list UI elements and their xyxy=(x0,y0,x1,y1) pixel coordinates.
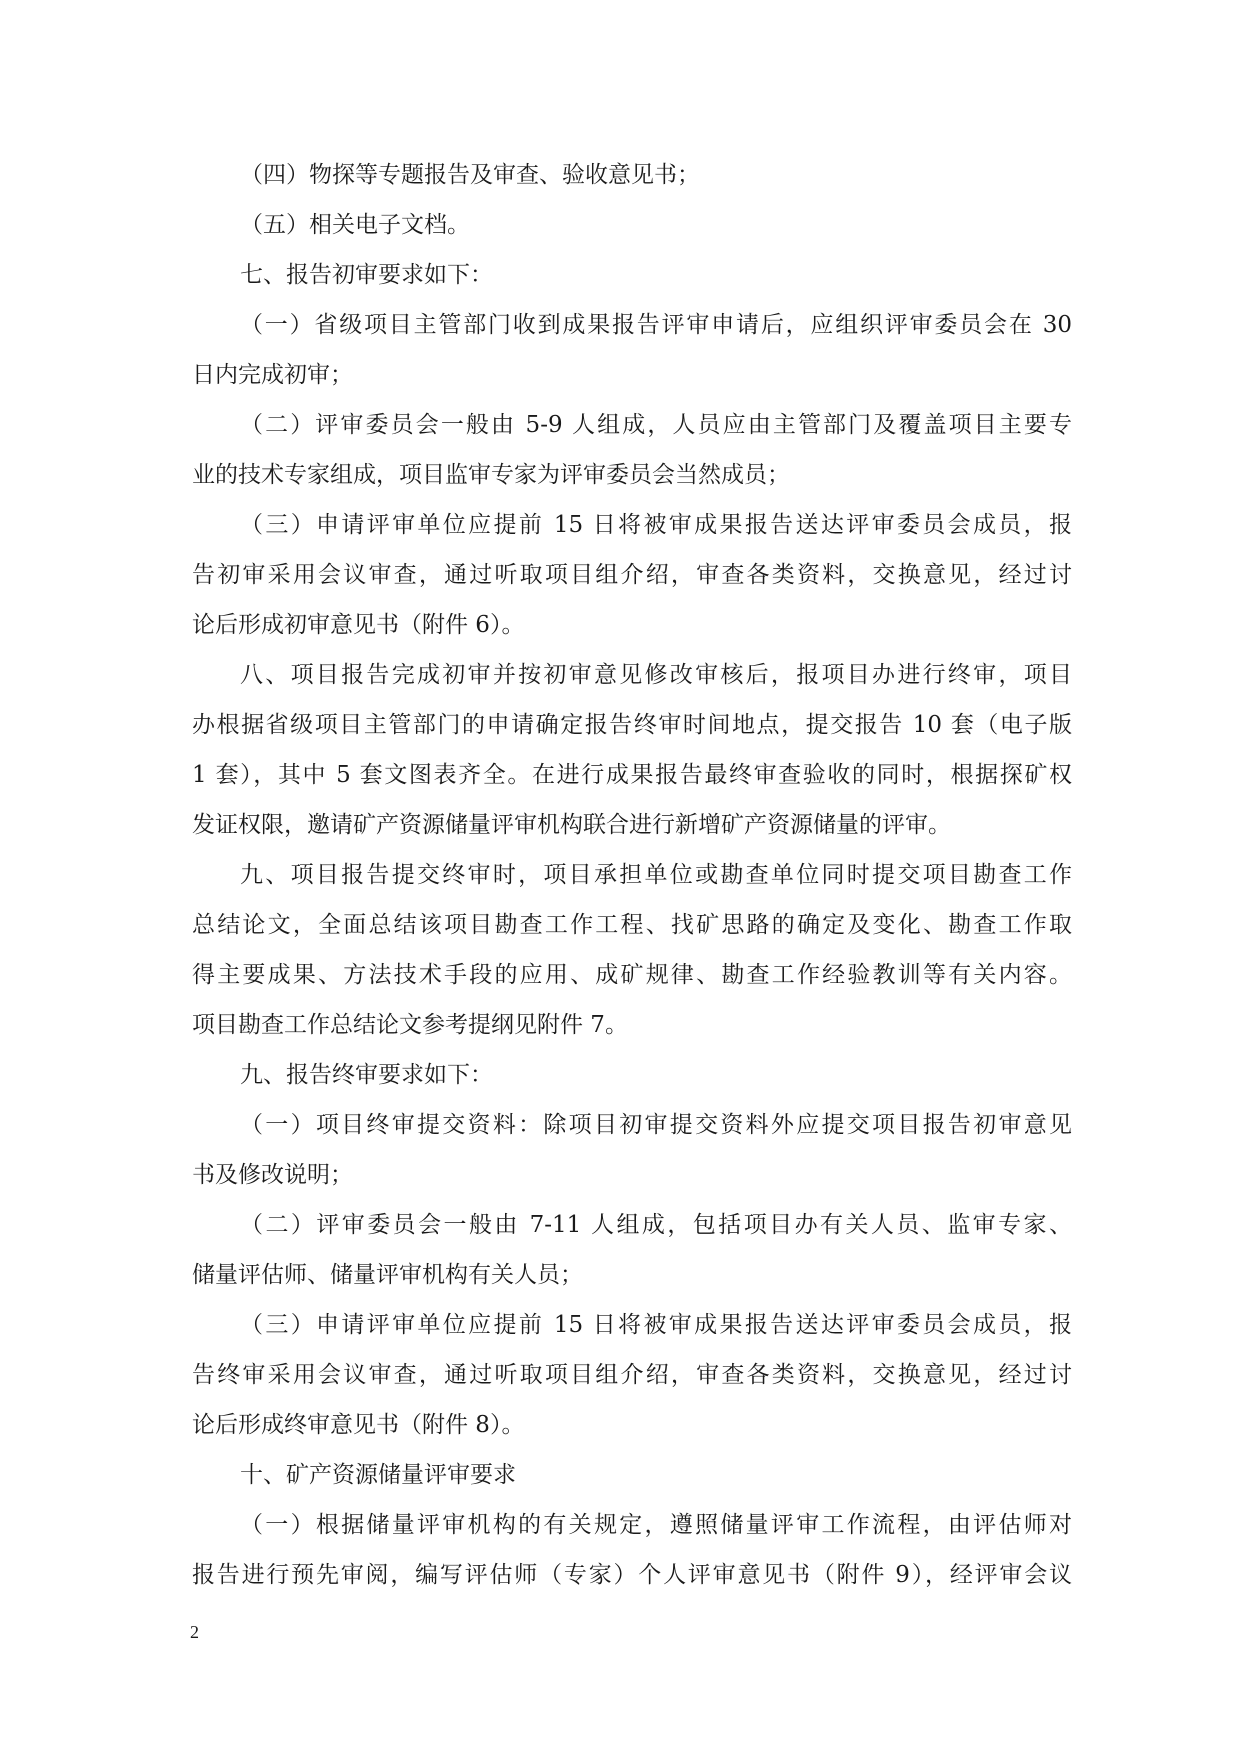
text-line: 报告进行预先审阅，编写评估师（专家）个人评审意见书（附件 9），经评审会议 xyxy=(192,1562,1072,1588)
text-line: 论后形成初审意见书（附件 6）。 xyxy=(192,612,525,638)
text-line: 论后形成终审意见书（附件 8）。 xyxy=(192,1412,525,1438)
text-line: 1 套），其中 5 套文图表齐全。在进行成果报告最终审查验收的同时，根据探矿权 xyxy=(192,762,1072,788)
text-line: 得主要成果、方法技术手段的应用、成矿规律、勘查工作经验教训等有关内容。 xyxy=(192,962,1072,988)
text-line: 书及修改说明； xyxy=(192,1162,353,1188)
text-line: 储量评估师、储量评审机构有关人员； xyxy=(192,1262,583,1288)
text-line: 八、项目报告完成初审并按初审意见修改审核后，报项目办进行终审，项目 xyxy=(240,662,1072,688)
text-line: （二）评审委员会一般由 7-11 人组成，包括项目办有关人员、监审专家、 xyxy=(240,1212,1072,1238)
text-line: 七、报告初审要求如下： xyxy=(240,262,493,288)
text-line: （一）根据储量评审机构的有关规定，遵照储量评审工作流程，由评估师对 xyxy=(240,1512,1072,1538)
text-line: 办根据省级项目主管部门的申请确定报告终审时间地点，提交报告 10 套（电子版 xyxy=(192,712,1072,738)
text-line: 发证权限，邀请矿产资源储量评审机构联合进行新增矿产资源储量的评审。 xyxy=(192,812,951,838)
text-line: 九、项目报告提交终审时，项目承担单位或勘查单位同时提交项目勘查工作 xyxy=(240,862,1072,888)
text-line: （三）申请评审单位应提前 15 日将被审成果报告送达评审委员会成员，报 xyxy=(240,512,1072,538)
page-number: 2 xyxy=(190,1622,199,1642)
text-line: （二）评审委员会一般由 5-9 人组成，人员应由主管部门及覆盖项目主要专 xyxy=(240,412,1072,438)
text-line: 十、矿产资源储量评审要求 xyxy=(240,1462,516,1488)
text-line: （四）物探等专题报告及审查、验收意见书； xyxy=(240,162,700,188)
text-line: （一）省级项目主管部门收到成果报告评审申请后，应组织评审委员会在 30 xyxy=(240,312,1072,338)
text-line: 九、报告终审要求如下： xyxy=(240,1062,493,1088)
text-line: 日内完成初审； xyxy=(192,362,353,388)
body-text xyxy=(192,150,1072,1600)
text-line: 总结论文，全面总结该项目勘查工作工程、找矿思路的确定及变化、勘查工作取 xyxy=(192,912,1072,938)
text-line: （一）项目终审提交资料：除项目初审提交资料外应提交项目报告初审意见 xyxy=(240,1112,1072,1138)
text-line: （五）相关电子文档。 xyxy=(240,212,470,238)
text-line: 项目勘查工作总结论文参考提纲见附件 7。 xyxy=(192,1012,628,1038)
text-line: 告终审采用会议审查，通过听取项目组介绍，审查各类资料，交换意见，经过讨 xyxy=(192,1362,1072,1388)
text-line: 业的技术专家组成，项目监审专家为评审委员会当然成员； xyxy=(192,462,790,488)
text-line: 告初审采用会议审查，通过听取项目组介绍，审查各类资料，交换意见，经过讨 xyxy=(192,562,1072,588)
text-line: （三）申请评审单位应提前 15 日将被审成果报告送达评审委员会成员，报 xyxy=(240,1312,1072,1338)
